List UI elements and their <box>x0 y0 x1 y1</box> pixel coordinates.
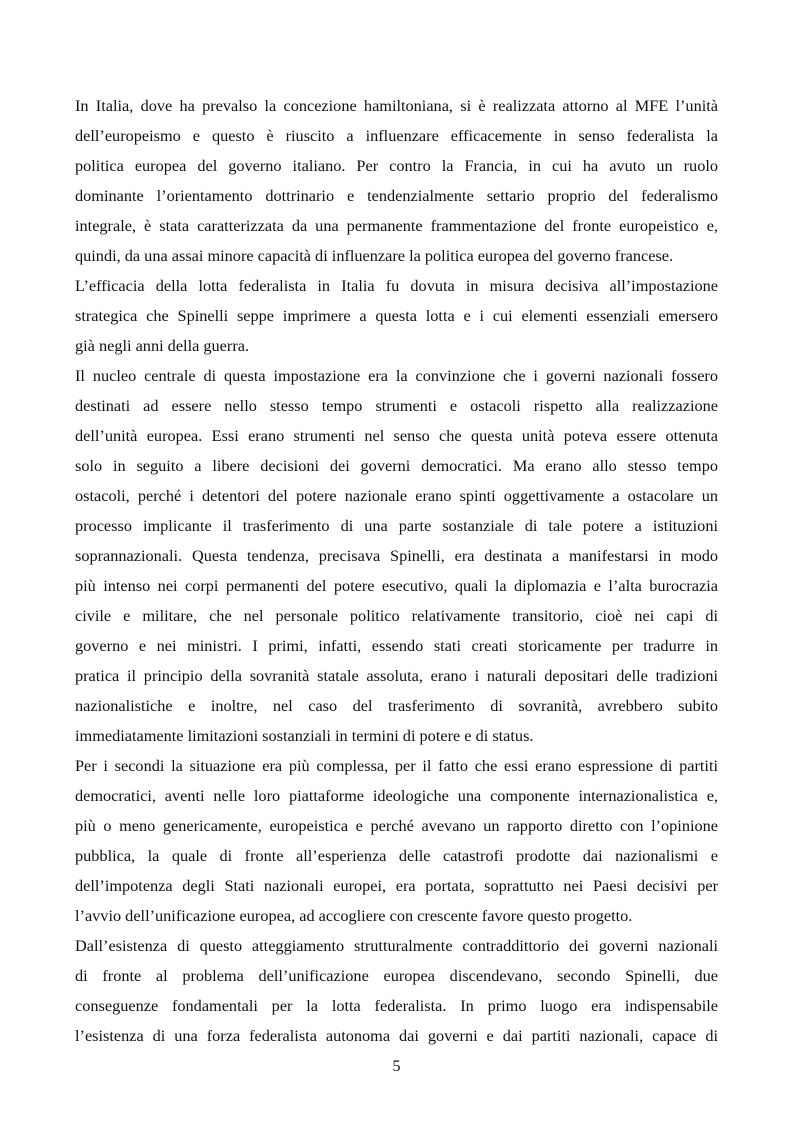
body-text <box>75 91 718 1051</box>
text-line: civile e militare, che nel personale politico relativamente transitorio, cioè nei capi di <box>75 606 718 625</box>
paragraph <box>75 361 718 751</box>
text-line: più intenso nei corpi permanenti del potere esecutivo, quali la diplomazia e l’alta burocrazia <box>75 576 718 595</box>
text-line: dell’europeismo e questo è riuscito a influenzare efficacemente in senso federalista la <box>75 126 718 145</box>
text-line: dell’unità europea. Essi erano strumenti nel senso che questa unità poteva essere ottenuta <box>75 426 718 445</box>
text-line: dominante l’orientamento dottrinario e tendenzialmente settario proprio del federalismo <box>75 186 718 205</box>
paragraph <box>75 751 718 931</box>
paragraph <box>75 271 718 361</box>
text-line: strategica che Spinelli seppe imprimere a questa lotta e i cui elementi essenziali emersero <box>75 306 718 325</box>
text-line: solo in seguito a libere decisioni dei governi democratici. Ma erano allo stesso tempo <box>75 456 718 475</box>
text-line: Dall’esistenza di questo atteggiamento strutturalmente contraddittorio dei governi nazionali <box>75 936 718 955</box>
text-line: integrale, è stata caratterizzata da una permanente frammentazione del fronte europeistico e, <box>75 216 718 235</box>
text-line: Per i secondi la situazione era più complessa, per il fatto che essi erano espressione di partiti <box>75 756 718 775</box>
text-line: L’efficacia della lotta federalista in Italia fu dovuta in misura decisiva all’impostazione <box>75 276 718 295</box>
text-line: In Italia, dove ha prevalso la concezione hamiltoniana, si è realizzata attorno al MFE l’unità <box>75 96 718 115</box>
text-line: Il nucleo centrale di questa impostazione era la convinzione che i governi nazionali fossero <box>75 366 718 385</box>
text-line: nazionalistiche e inoltre, nel caso del trasferimento di sovranità, avrebbero subito <box>75 696 718 715</box>
text-line: soprannazionali. Questa tendenza, precisava Spinelli, era destinata a manifestarsi in modo <box>75 546 718 565</box>
text-line: l’esistenza di una forza federalista autonoma dai governi e dai partiti nazionali, capace di <box>75 1026 718 1045</box>
text-line: di fronte al problema dell’unificazione europea discendevano, secondo Spinelli, due <box>75 966 718 985</box>
text-line: governo e nei ministri. I primi, infatti, essendo stati creati storicamente per tradurre in <box>75 636 718 655</box>
text-line: più o meno genericamente, europeistica e perché avevano un rapporto diretto con l’opinione <box>75 816 718 835</box>
paragraph <box>75 931 718 1051</box>
text-line: immediatamente limitazioni sostanziali in termini di potere e di status. <box>75 726 534 745</box>
text-line: destinati ad essere nello stesso tempo strumenti e ostacoli rispetto alla realizzazione <box>75 396 718 415</box>
text-line: ostacoli, perché i detentori del potere nazionale erano spinti oggettivamente a ostacolare un <box>75 486 718 505</box>
text-line: già negli anni della guerra. <box>75 336 250 355</box>
paragraph <box>75 91 718 271</box>
text-line: politica europea del governo italiano. Per contro la Francia, in cui ha avuto un ruolo <box>75 156 718 175</box>
text-line: dell’impotenza degli Stati nazionali europei, era portata, soprattutto nei Paesi decisivi per <box>75 876 718 895</box>
text-line: conseguenze fondamentali per la lotta federalista. In primo luogo era indispensabile <box>75 996 718 1015</box>
text-line: quindi, da una assai minore capacità di influenzare la politica europea del governo francese. <box>75 246 674 265</box>
text-line: pubblica, la quale di fronte all’esperienza delle catastrofi prodotte dai nazionalismi e <box>75 846 718 865</box>
text-line: l’avvio dell’unificazione europea, ad accogliere con crescente favore questo progetto. <box>75 906 633 925</box>
text-line: pratica il principio della sovranità statale assoluta, erano i naturali depositari delle tradizioni <box>75 666 718 685</box>
page-number: 5 <box>392 1056 401 1075</box>
text-line: processo implicante il trasferimento di una parte sostanziale di tale potere a istituzioni <box>75 516 718 535</box>
text-line: democratici, aventi nelle loro piattaforme ideologiche una componente internazionalistica e, <box>75 786 718 805</box>
